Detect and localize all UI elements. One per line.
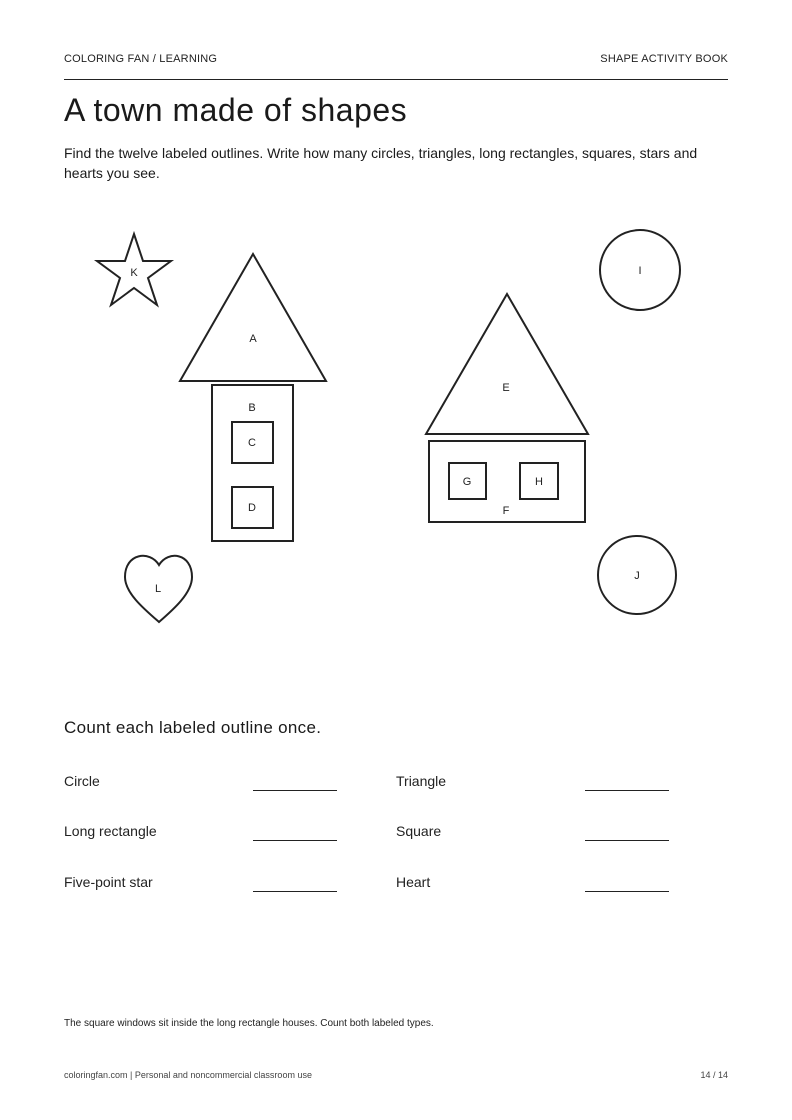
square-outline-g: [449, 463, 486, 499]
triangle-outline-e: [426, 294, 588, 434]
five-point-star-answer-line[interactable]: [253, 891, 337, 892]
shape-label-b: B: [248, 402, 256, 414]
shape-label-i: I: [638, 265, 642, 277]
hint-note: The square windows sit inside the long rectangle houses. Count both labeled types.: [64, 1018, 434, 1029]
long-rectangle-label: Long rectangle: [64, 823, 157, 839]
instructions-text: Find the twelve labeled outlines. Write how many circles, triangles, long rectangles, squares, stars and hearts you see.: [64, 145, 698, 181]
star-outline-k: [97, 234, 171, 305]
page-title: A town made of shapes: [64, 92, 408, 128]
triangle-outline-a: [180, 254, 326, 381]
shape-label-a: A: [249, 333, 257, 345]
square-outline-c: [232, 422, 273, 463]
heart-answer-line[interactable]: [585, 891, 669, 892]
circle-answer-line[interactable]: [253, 790, 337, 791]
shape-label-f: F: [502, 505, 510, 517]
circle-label: Circle: [64, 773, 100, 789]
footer-credit: coloringfan.com | Personal and noncommercial classroom use: [64, 1070, 312, 1080]
triangle-label: Triangle: [396, 773, 447, 789]
shape-label-e: E: [502, 382, 510, 394]
shape-label-d: D: [248, 502, 256, 514]
square-answer-line[interactable]: [585, 840, 669, 841]
circle-outline-j: [598, 536, 676, 614]
shape-label-c: C: [248, 437, 256, 449]
page-number: 14 / 14: [700, 1070, 728, 1080]
circle-outline-i: [600, 230, 680, 310]
brand-label: COLORING FAN / LEARNING: [64, 53, 218, 65]
square-label: Square: [396, 823, 442, 839]
shape-label-g: G: [462, 476, 472, 488]
five-point-star-label: Five-point star: [64, 874, 153, 890]
heart-label: Heart: [396, 874, 431, 890]
square-outline-d: [232, 487, 273, 528]
book-title: SHAPE ACTIVITY BOOK: [600, 53, 728, 65]
long-rectangle-outline-f: [429, 441, 585, 522]
count-heading: Count each labeled outline once.: [64, 718, 322, 737]
shape-label-k: K: [130, 267, 138, 279]
triangle-answer-line[interactable]: [585, 790, 669, 791]
heart-outline-l: [125, 556, 192, 622]
shape-label-h: H: [535, 476, 543, 488]
long-rectangle-answer-line[interactable]: [253, 840, 337, 841]
square-outline-h: [520, 463, 558, 499]
shape-label-l: L: [154, 583, 162, 595]
shape-label-j: J: [634, 570, 640, 582]
